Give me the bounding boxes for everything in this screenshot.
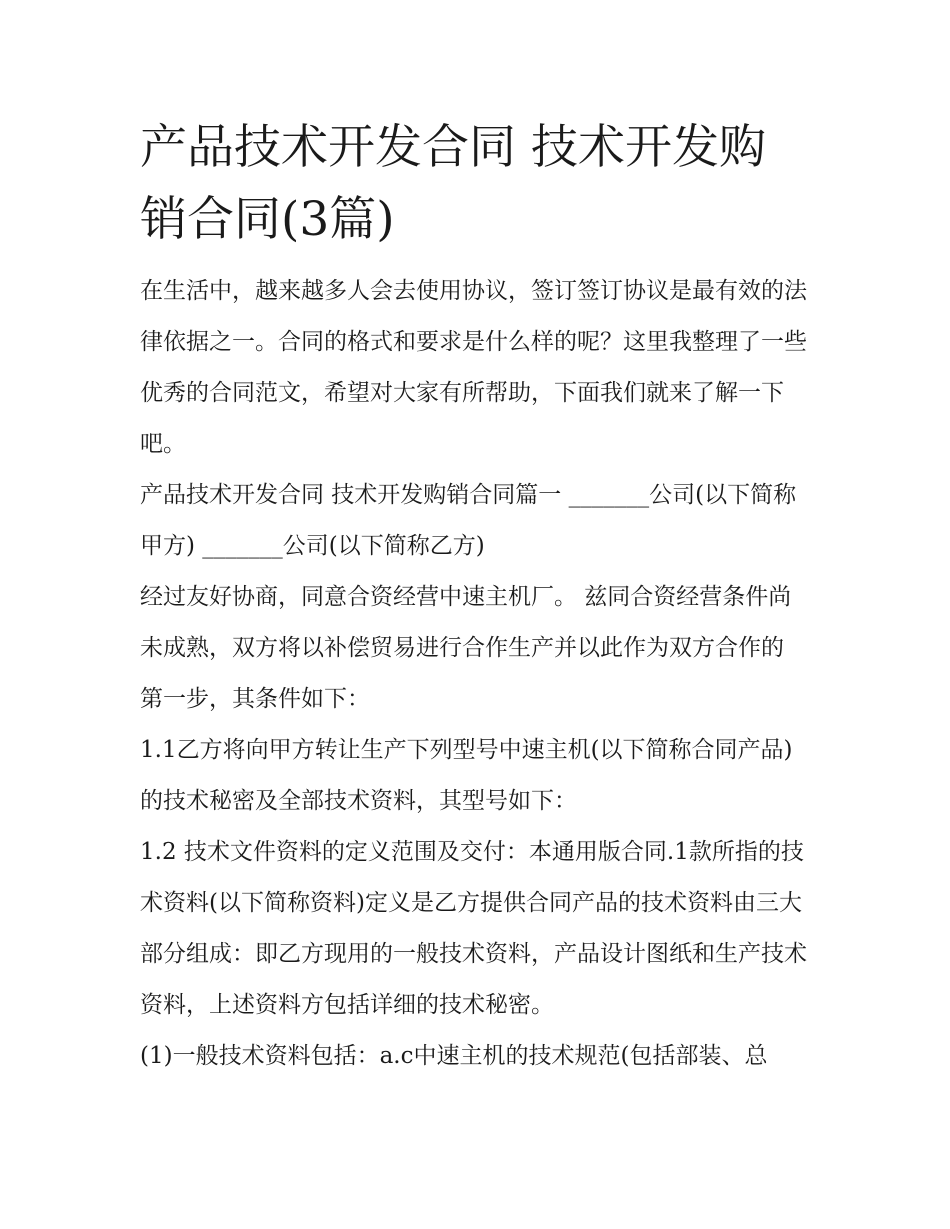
general-tech-docs-paragraph: (1)一般技术资料包括：a.c中速主机的技术规范(包括部装、总: [140, 1043, 768, 1069]
clause-1-2-paragraph: 1.2 技术文件资料的定义范围及交付：本通用版合同.1款所指的技术资料(以下简称资料)定义是乙方提供合同产品的技术资料由三大部分组成：即乙方现用的一般技术资料，产品设计图纸和生产技术资料，上述资料方包括详细的技术秘密。: [140, 839, 807, 1018]
document-body: [140, 112, 812, 1082]
intro-paragraph: 在生活中，越来越多人会去使用协议，签订签订协议是最有效的法律依据之一。合同的格式和要求是什么样的呢？这里我整理了一些优秀的合同范文，希望对大家有所帮助，下面我们就来了解一下吧。: [140, 278, 807, 457]
agreement-paragraph: 经过友好协商，同意合资经营中速主机厂。 兹同合资经营条件尚未成熟，双方将以补偿贸易进行合作生产并以此作为双方合作的 第一步，其条件如下：: [140, 584, 792, 712]
document-title: 产品技术开发合同 技术开发购销合同(3篇): [140, 120, 766, 247]
parties-paragraph: 产品技术开发合同 技术开发购销合同篇一 _______公司(以下简称甲方) _______公司(以下简称乙方): [140, 482, 797, 559]
clause-1-1-paragraph: 1.1乙方将向甲方转让生产下列型号中速主机(以下简称合同产品)的技术秘密及全部技术资料，其型号如下：: [140, 737, 793, 814]
